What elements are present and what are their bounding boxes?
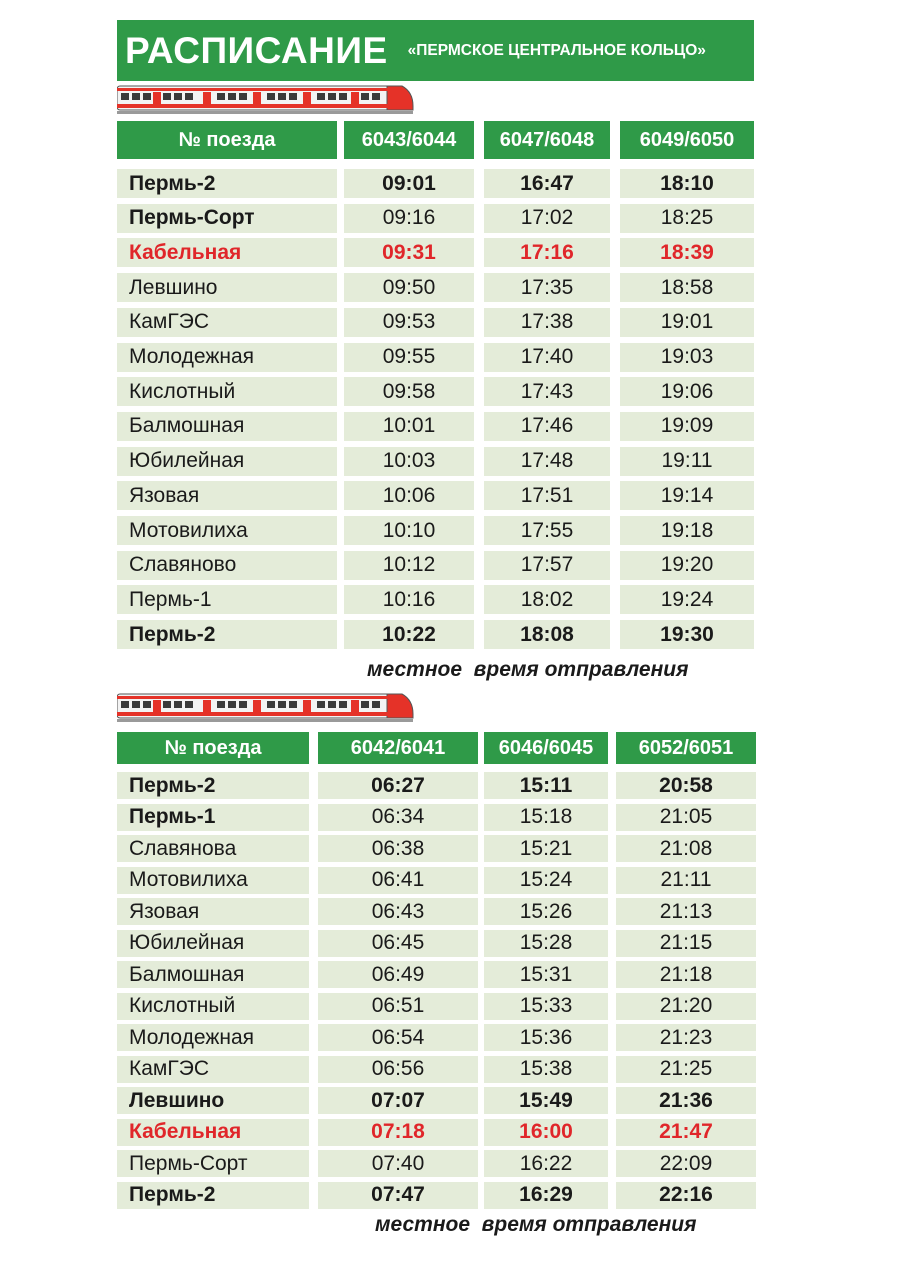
departure-time-note: местное время отправления: [367, 658, 689, 681]
station-name: Левшино: [117, 1087, 309, 1114]
departure-time: 19:14: [620, 481, 754, 510]
departure-time: 17:02: [484, 204, 610, 233]
departure-time: 15:36: [484, 1024, 608, 1051]
departure-time: 21:13: [616, 898, 756, 925]
departure-time: 18:02: [484, 585, 610, 614]
departure-time: 19:20: [620, 551, 754, 580]
departure-time: 17:43: [484, 377, 610, 406]
header-train-number: № поезда: [117, 121, 337, 159]
station-name: КамГЭС: [117, 308, 337, 337]
station-name: Пермь-1: [117, 804, 309, 831]
station-name: Кабельная: [117, 238, 337, 267]
departure-time: 06:49: [318, 961, 478, 988]
departure-time: 21:08: [616, 835, 756, 862]
departure-time: 06:45: [318, 930, 478, 957]
departure-time: 17:46: [484, 412, 610, 441]
departure-time: 15:31: [484, 961, 608, 988]
departure-time: 15:26: [484, 898, 608, 925]
departure-time: 20:58: [616, 772, 756, 799]
station-name: Юбилейная: [117, 930, 309, 957]
station-name: Пермь-2: [117, 169, 337, 198]
station-name: Молодежная: [117, 343, 337, 372]
departure-time: 16:00: [484, 1119, 608, 1146]
departure-time: 09:16: [344, 204, 474, 233]
departure-time: 21:18: [616, 961, 756, 988]
title-banner: [117, 20, 754, 81]
departure-time: 17:35: [484, 273, 610, 302]
departure-time: 19:30: [620, 620, 754, 649]
departure-time: 21:15: [616, 930, 756, 957]
station-name: Мотовилиха: [117, 516, 337, 545]
header-train-3: 6049/6050: [620, 121, 754, 159]
train-icon: [117, 692, 414, 724]
header-train-number: № поезда: [117, 732, 309, 764]
departure-time: 18:08: [484, 620, 610, 649]
departure-time: 09:50: [344, 273, 474, 302]
departure-time: 10:16: [344, 585, 474, 614]
station-name: Кабельная: [117, 1119, 309, 1146]
departure-time: 15:21: [484, 835, 608, 862]
departure-time: 06:34: [318, 804, 478, 831]
departure-time: 22:09: [616, 1150, 756, 1177]
departure-time: 17:38: [484, 308, 610, 337]
station-name: Язовая: [117, 898, 309, 925]
header-train-2: 6047/6048: [484, 121, 610, 159]
station-name: КамГЭС: [117, 1056, 309, 1083]
departure-time: 10:22: [344, 620, 474, 649]
departure-time: 16:47: [484, 169, 610, 198]
departure-time: 06:27: [318, 772, 478, 799]
departure-time: 06:43: [318, 898, 478, 925]
station-name: Юбилейная: [117, 447, 337, 476]
departure-time: 21:47: [616, 1119, 756, 1146]
departure-time: 06:51: [318, 993, 478, 1020]
station-name: Кислотный: [117, 993, 309, 1020]
departure-time: 06:54: [318, 1024, 478, 1051]
header-train-2: 6046/6045: [484, 732, 608, 764]
departure-time: 09:58: [344, 377, 474, 406]
station-name: Славяново: [117, 551, 337, 580]
departure-time: 19:18: [620, 516, 754, 545]
departure-time: 21:05: [616, 804, 756, 831]
departure-time: 06:41: [318, 867, 478, 894]
station-name: Мотовилиха: [117, 867, 309, 894]
departure-time: 09:53: [344, 308, 474, 337]
station-name: Пермь-2: [117, 772, 309, 799]
station-name: Пермь-Сорт: [117, 1150, 309, 1177]
departure-time: 15:49: [484, 1087, 608, 1114]
departure-time: 21:11: [616, 867, 756, 894]
departure-time: 07:40: [318, 1150, 478, 1177]
station-name: Левшино: [117, 273, 337, 302]
departure-time: 18:25: [620, 204, 754, 233]
departure-time: 18:10: [620, 169, 754, 198]
departure-time: 17:51: [484, 481, 610, 510]
departure-time: 09:31: [344, 238, 474, 267]
departure-time: 19:24: [620, 585, 754, 614]
departure-time: 10:03: [344, 447, 474, 476]
station-name: Пермь-Сорт: [117, 204, 337, 233]
departure-time: 15:11: [484, 772, 608, 799]
station-name: Молодежная: [117, 1024, 309, 1051]
departure-time: 09:55: [344, 343, 474, 372]
station-name: Балмошная: [117, 961, 309, 988]
departure-time: 15:24: [484, 867, 608, 894]
departure-time: 18:58: [620, 273, 754, 302]
departure-time: 15:18: [484, 804, 608, 831]
departure-time: 17:40: [484, 343, 610, 372]
departure-time: 19:11: [620, 447, 754, 476]
departure-time: 07:07: [318, 1087, 478, 1114]
departure-time: 22:16: [616, 1182, 756, 1209]
departure-time: 19:01: [620, 308, 754, 337]
title-main: РАСПИСАНИЕ: [125, 29, 388, 71]
departure-time: 10:12: [344, 551, 474, 580]
departure-time: 07:18: [318, 1119, 478, 1146]
departure-time: 10:01: [344, 412, 474, 441]
departure-time-note: местное время отправления: [375, 1213, 697, 1236]
departure-time: 19:06: [620, 377, 754, 406]
departure-time: 17:16: [484, 238, 610, 267]
station-name: Пермь-1: [117, 585, 337, 614]
station-name: Пермь-2: [117, 1182, 309, 1209]
departure-time: 15:38: [484, 1056, 608, 1083]
departure-time: 21:23: [616, 1024, 756, 1051]
departure-time: 10:06: [344, 481, 474, 510]
departure-time: 17:55: [484, 516, 610, 545]
station-name: Пермь-2: [117, 620, 337, 649]
station-name: Славянова: [117, 835, 309, 862]
departure-time: 16:22: [484, 1150, 608, 1177]
departure-time: 15:33: [484, 993, 608, 1020]
departure-time: 16:29: [484, 1182, 608, 1209]
departure-time: 10:10: [344, 516, 474, 545]
header-train-3: 6052/6051: [616, 732, 756, 764]
title-sub: «ПЕРМСКОЕ ЦЕНТРАЛЬНОЕ КОЛЬЦО»: [407, 41, 706, 59]
header-train-1: 6042/6041: [318, 732, 478, 764]
departure-time: 21:36: [616, 1087, 756, 1114]
departure-time: 06:38: [318, 835, 478, 862]
departure-time: 19:03: [620, 343, 754, 372]
station-name: Балмошная: [117, 412, 337, 441]
departure-time: 19:09: [620, 412, 754, 441]
departure-time: 17:57: [484, 551, 610, 580]
station-name: Язовая: [117, 481, 337, 510]
departure-time: 21:25: [616, 1056, 756, 1083]
departure-time: 15:28: [484, 930, 608, 957]
header-train-1: 6043/6044: [344, 121, 474, 159]
departure-time: 17:48: [484, 447, 610, 476]
departure-time: 18:39: [620, 238, 754, 267]
departure-time: 21:20: [616, 993, 756, 1020]
departure-time: 09:01: [344, 169, 474, 198]
departure-time: 07:47: [318, 1182, 478, 1209]
train-icon: [117, 84, 414, 116]
station-name: Кислотный: [117, 377, 337, 406]
departure-time: 06:56: [318, 1056, 478, 1083]
